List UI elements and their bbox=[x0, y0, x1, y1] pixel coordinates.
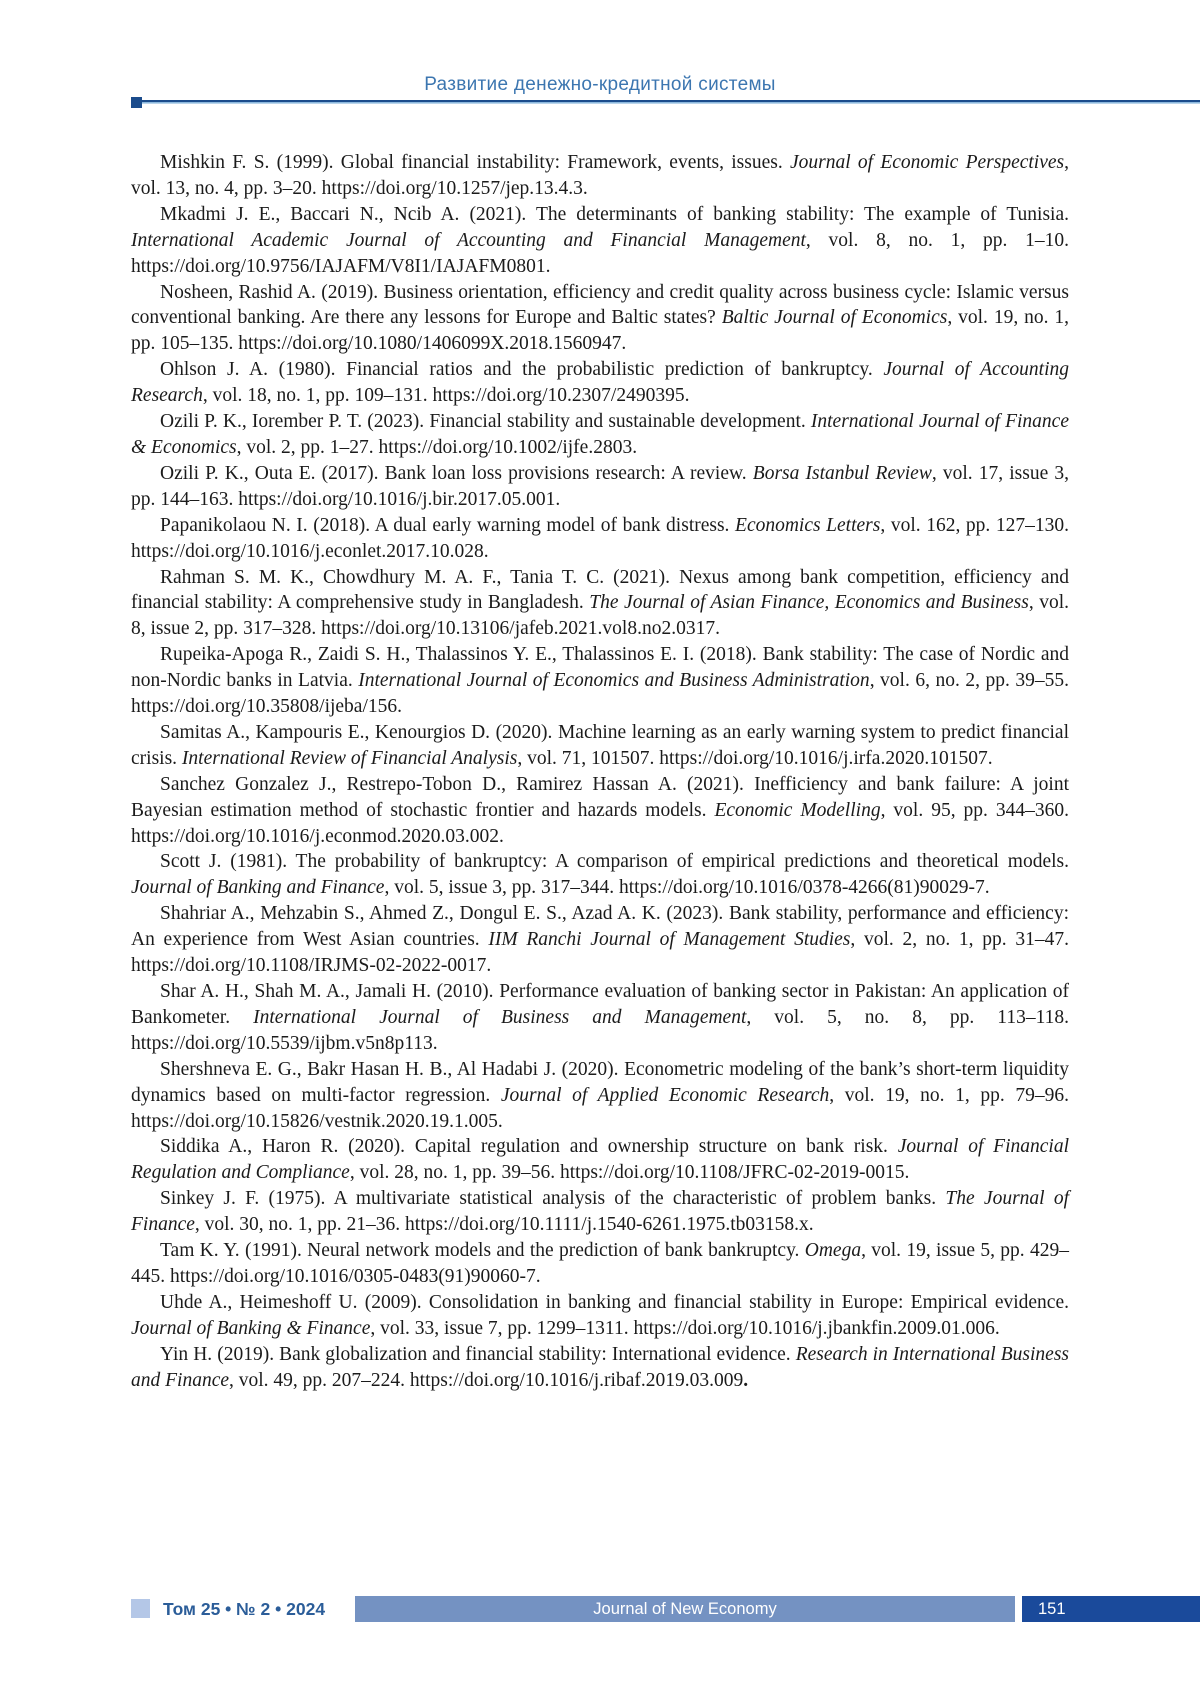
journal-title: Journal of Economic Perspectives bbox=[790, 152, 1065, 173]
reference-text: Sanchez Gonzalez J., Restrepo-Tobon D., Ramirez Hassan A. (2021). Inefficiency and bank failure: A joint Bayesian estimation method of stochastic frontier and hazards models. bbox=[131, 773, 1069, 821]
reference-text: Ozili P. K., Iorember P. T. (2023). Financial stability and sustainable development. bbox=[160, 411, 811, 433]
reference-item bbox=[131, 280, 1069, 358]
journal-title: Economic Modelling bbox=[714, 799, 881, 821]
reference-text: , vol. 2, no. 1, pp. 31–47. https://doi.org/10.1108/IRJMS-02-2022-0017. bbox=[131, 929, 1069, 977]
rule-square-icon bbox=[131, 97, 142, 108]
journal-title: Borsa Istanbul Review bbox=[752, 462, 932, 484]
header-rule bbox=[131, 97, 1200, 108]
reference-item bbox=[131, 409, 1069, 461]
reference-item bbox=[131, 642, 1069, 720]
journal-title: Journal of Banking & Finance bbox=[131, 1317, 371, 1339]
reference-text: Uhde A., Heimeshoff U. (2009). Consolidation in banking and financial stability in Europe: Empirical evidence. bbox=[160, 1291, 1069, 1313]
running-title: Развитие денежно-кредитной системы bbox=[424, 74, 776, 95]
reference-item bbox=[131, 1290, 1069, 1342]
reference-item bbox=[131, 772, 1069, 850]
reference-item bbox=[131, 565, 1069, 643]
journal-title: IIM Ranchi Journal of Management Studies bbox=[488, 929, 851, 951]
reference-text: , vol. 8, no. 1, pp. 1–10. https://doi.org/10.9756/IAJAFM/V8I1/IAJAFM0801. bbox=[131, 229, 1069, 277]
journal-title: Research in International Business and Finance bbox=[131, 1343, 1069, 1391]
reference-item bbox=[131, 1238, 1069, 1290]
reference-item bbox=[131, 461, 1069, 513]
journal-title: The Journal of Asian Finance, Economics and Business bbox=[589, 592, 1029, 614]
reference-text: , vol. 5, no. 8, pp. 113–118. https://doi.org/10.5539/ijbm.v5n8p113. bbox=[131, 1006, 1069, 1054]
reference-text: , vol. 162, pp. 127–130. https://doi.org/10.1016/j.econlet.2017.10.028. bbox=[131, 514, 1070, 562]
reference-text: Yin H. (2019). Bank globalization and financial stability: International evidence. bbox=[160, 1343, 796, 1365]
reference-text: Mkadmi J. E., Baccari N., Ncib A. (2021). The determinants of banking stability: The example of Tunisia. bbox=[160, 203, 1069, 225]
reference-text: Rahman S. M. K., Chowdhury M. A. F., Tania T. C. (2021). Nexus among bank competition, efficiency and financial stability: A comprehensive study in Bangladesh. bbox=[131, 566, 1069, 614]
reference-text: , vol. 5, issue 3, pp. 317–344. https://doi.org/10.1016/0378-4266(81)90029-7. bbox=[384, 877, 990, 899]
journal-title: International Review of Financial Analysis bbox=[181, 747, 518, 769]
reference-text: , vol. 6, no. 2, pp. 39–55. https://doi.org/10.35808/ijeba/156. bbox=[131, 670, 1069, 718]
reference-text: , vol. 19, no. 1, pp. 105–135. https://doi.org/10.1080/1406099X.2018.1560947. bbox=[131, 307, 1069, 355]
reference-text: , vol. 19, no. 1, pp. 79–96. https://doi.org/10.15826/vestnik.2020.19.1.005. bbox=[131, 1084, 1070, 1132]
reference-text: Samitas A., Kampouris E., Kenourgios D. (2020). Machine learning as an early warning system to predict financial crisis. bbox=[131, 721, 1069, 769]
reference-item bbox=[131, 1342, 1069, 1394]
reference-text: , vol. 2, pp. 1–27. https://doi.org/10.1002/ijfe.2803. bbox=[236, 436, 638, 458]
reference-text: , vol. 71, 101507. https://doi.org/10.1016/j.irfa.2020.101507. bbox=[517, 747, 993, 769]
reference-text: , vol. 95, pp. 344–360. https://doi.org/10.1016/j.econmod.2020.03.002. bbox=[131, 799, 1070, 847]
page-number-box bbox=[1022, 1596, 1200, 1622]
reference-text: , vol. 30, no. 1, pp. 21–36. https://doi.org/10.1111/j.1540-6261.1975.tb03158.x. bbox=[194, 1214, 814, 1236]
reference-item bbox=[131, 1186, 1069, 1238]
journal-title: Journal of Banking and Finance bbox=[131, 877, 385, 899]
journal-title: International Journal of Business and Management bbox=[253, 1006, 747, 1028]
journal-title: International Journal of Economics and Business Administration bbox=[358, 670, 870, 692]
journal-name-bar bbox=[355, 1596, 1015, 1622]
reference-text: . bbox=[743, 1369, 749, 1391]
reference-item bbox=[131, 720, 1069, 772]
journal-title: Journal of Financial Regulation and Compliance bbox=[131, 1136, 1069, 1184]
journal-name: Journal of New Economy bbox=[593, 1600, 777, 1618]
journal-title: Economics Letters bbox=[735, 514, 881, 536]
reference-text: , vol. 33, issue 7, pp. 1299–1311. https://doi.org/10.1016/j.jbankfin.2009.01.006. bbox=[370, 1317, 1000, 1339]
reference-text: Siddika A., Haron R. (2020). Capital regulation and ownership structure on bank risk. bbox=[160, 1136, 898, 1158]
reference-text: , vol. 28, no. 1, pp. 39–56. https://doi.org/10.1108/JFRC-02-2019-0015. bbox=[349, 1162, 910, 1184]
journal-title: Baltic Journal of Economics bbox=[721, 307, 948, 329]
reference-text: Shahriar A., Mehzabin S., Ahmed Z., Dongul E. S., Azad A. K. (2023). Bank stability, performance and efficiency: An experience from West Asian countries. bbox=[131, 903, 1069, 951]
reference-item bbox=[131, 357, 1069, 409]
reference-text: , vol. 8, issue 2, pp. 317–328. https://doi.org/10.13106/jafeb.2021.vol8.no2.0317. bbox=[131, 592, 1070, 640]
reference-text: Nosheen, Rashid A. (2019). Business orientation, efficiency and credit quality across business cycle: Islamic versus conventional banking. Are there any lessons for Europe and Baltic states? bbox=[131, 281, 1069, 329]
reference-text: Ohlson J. A. (1980). Financial ratios and the probabilistic prediction of bankruptcy. bbox=[160, 359, 884, 381]
reference-item bbox=[131, 513, 1069, 565]
reference-text: Rupeika-Apoga R., Zaidi S. H., Thalassinos Y. E., Thalassinos E. I. (2018). Bank stability: The case of Nordic and non-Nordic banks in Latvia. bbox=[131, 644, 1069, 692]
reference-text: , vol. 19, issue 5, pp. 429–445. https://doi.org/10.1016/0305-0483(91)90060-7. bbox=[131, 1240, 1069, 1287]
page-footer bbox=[131, 1594, 1200, 1624]
footer-square-icon bbox=[131, 1599, 150, 1618]
reference-text: , vol. 18, no. 1, pp. 109–131. https://doi.org/10.2307/2490395. bbox=[202, 385, 690, 407]
reference-item bbox=[131, 979, 1069, 1057]
journal-title: International Journal of Finance & Economics bbox=[131, 411, 1069, 458]
journal-title: International Academic Journal of Accounting and Financial Management bbox=[131, 229, 806, 251]
journal-title: The Journal of Finance bbox=[131, 1188, 1069, 1236]
page-number: 151 bbox=[1038, 1600, 1066, 1618]
reference-item bbox=[131, 150, 1069, 202]
reference-text: Shar A. H., Shah M. A., Jamali H. (2010). Performance evaluation of banking sector in Pakistan: An application of Bankometer. bbox=[131, 981, 1069, 1028]
reference-text: Tam K. Y. (1991). Neural network models and the prediction of bank bankruptcy. bbox=[160, 1240, 805, 1262]
reference-text: Shershneva E. G., Bakr Hasan H. B., Al Hadabi J. (2020). Econometric modeling of the bank’s short-term liquidity dynamics based on multi-factor regression. bbox=[131, 1058, 1069, 1106]
reference-item bbox=[131, 901, 1069, 979]
reference-item bbox=[131, 202, 1069, 280]
reference-text: , vol. 13, no. 4, pp. 3–20. https://doi.org/10.1257/jep.13.4.3. bbox=[131, 152, 1069, 199]
reference-item bbox=[131, 1134, 1069, 1186]
reference-text: Mishkin F. S. (1999). Global financial instability: Framework, events, issues. bbox=[160, 152, 790, 173]
reference-text: , vol. 17, issue 3, pp. 144–163. https://doi.org/10.1016/j.bir.2017.05.001. bbox=[131, 462, 1070, 510]
reference-item bbox=[131, 849, 1069, 901]
reference-item bbox=[131, 1057, 1069, 1135]
reference-text: Ozili P. K., Outa E. (2017). Bank loan loss provisions research: A review. bbox=[160, 462, 753, 484]
journal-title: Journal of Applied Economic Research bbox=[500, 1084, 830, 1106]
reference-text: Papanikolaou N. I. (2018). A dual early warning model of bank distress. bbox=[160, 514, 736, 536]
journal-title: Omega bbox=[804, 1240, 862, 1262]
volume-info: Том 25 • № 2 • 2024 bbox=[163, 1599, 326, 1619]
reference-text: , vol. 49, pp. 207–224. https://doi.org/10.1016/j.ribaf.2019.03.009 bbox=[229, 1369, 744, 1391]
reference-text: Sinkey J. F. (1975). A multivariate statistical analysis of the characteristic of problem banks. bbox=[160, 1188, 946, 1210]
references-list bbox=[131, 150, 1069, 1394]
journal-title: Journal of Accounting Research bbox=[131, 359, 1069, 407]
reference-text: Scott J. (1981). The probability of bankruptcy: A comparison of empirical predictions and theoretical models. bbox=[160, 851, 1069, 873]
